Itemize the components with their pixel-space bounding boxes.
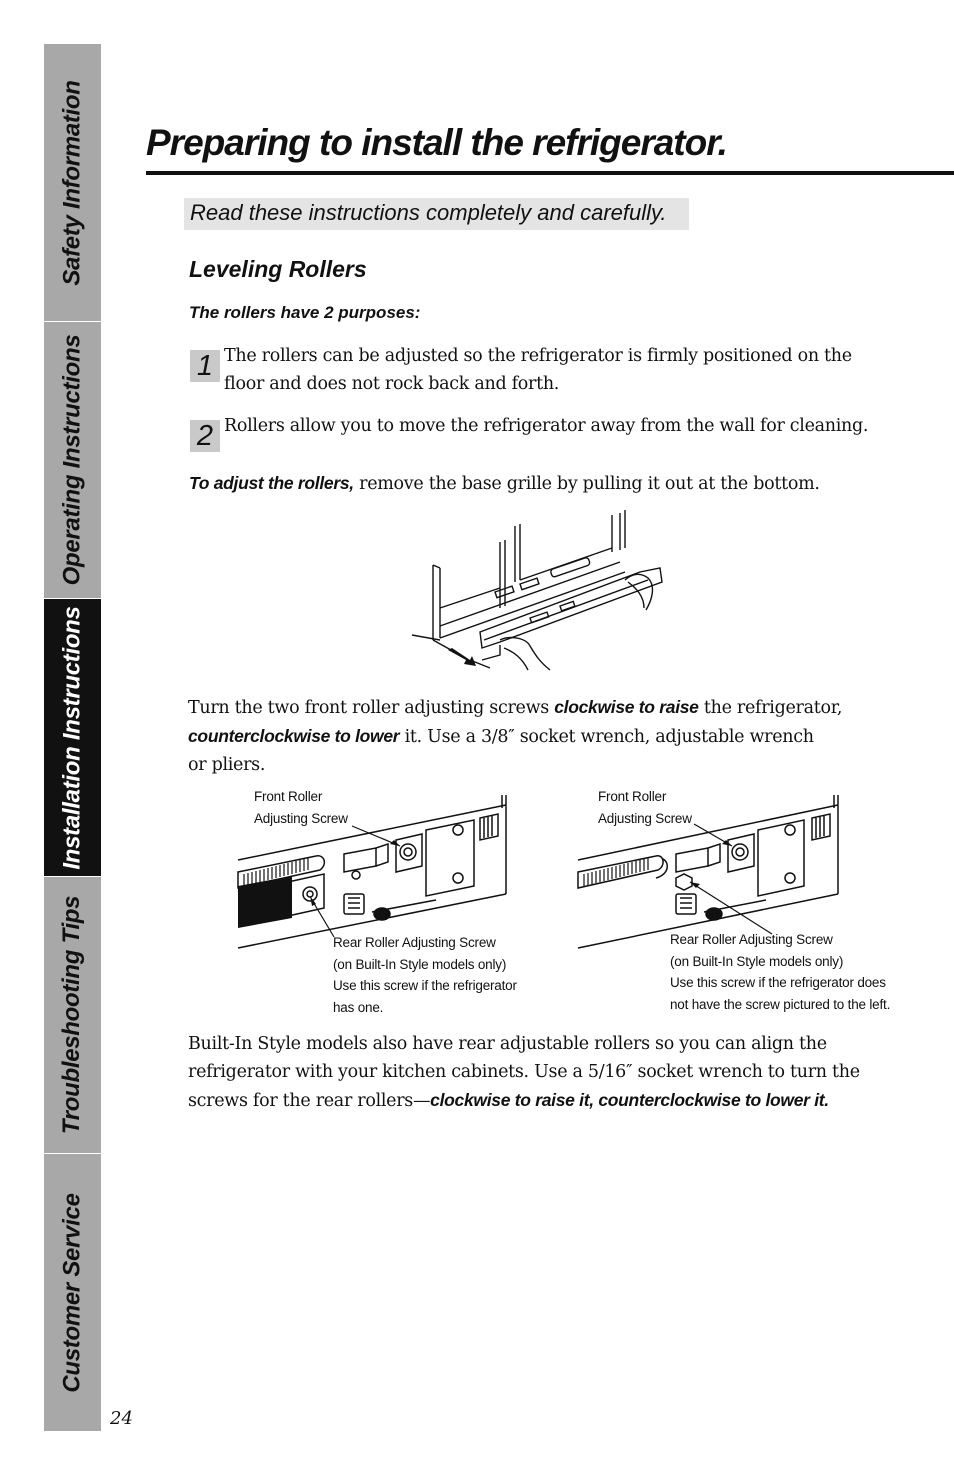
- adjust-lead: To adjust the rollers,: [189, 473, 354, 493]
- left-roller-illustration: [236, 790, 516, 955]
- left-rear-roller-label: [333, 932, 517, 1018]
- pull-arrow-icon: [448, 648, 476, 666]
- right-front-label-line-2: Adjusting Screw: [598, 810, 692, 826]
- turn-screws-text: [188, 693, 842, 779]
- adjust-rollers-text: [189, 469, 820, 498]
- clockwise-raise-emphasis: clockwise to raise: [554, 697, 699, 717]
- section-title: Leveling Rollers: [189, 256, 367, 282]
- step-2-line-1: Rollers allow you to move the refrigerator away from the wall for cleaning.: [224, 416, 869, 436]
- tab-troubleshooting-tips[interactable]: [44, 877, 101, 1154]
- turn-line-1-c: the refrigerator,: [698, 698, 843, 718]
- right-rear-label-line-3: Use this screw if the refrigerator does: [670, 975, 886, 990]
- page-number: 24: [110, 1408, 133, 1429]
- tab-label: Troubleshooting Tips: [58, 895, 86, 1135]
- left-rear-label-line-3: Use this screw if the refrigerator: [333, 978, 517, 993]
- left-front-label-line-2: Adjusting Screw: [254, 810, 348, 826]
- step-number-2: 2: [190, 420, 220, 452]
- built-in-models-text: [188, 1030, 860, 1115]
- banner-text: Read these instructions completely and carefully.: [190, 200, 667, 225]
- adjust-rest: remove the base grille by pulling it out at the bottom.: [353, 474, 820, 494]
- builtin-line-3: [188, 1086, 860, 1115]
- left-rear-label-line-1: Rear Roller Adjusting Screw: [333, 935, 496, 950]
- page-title: Preparing to install the refrigerator.: [146, 122, 727, 163]
- right-rear-label-line-2: (on Built-In Style models only): [670, 953, 844, 969]
- builtin-line-2: refrigerator with your kitchen cabinets. Use a 5/16″ socket wrench to turn the: [188, 1062, 860, 1082]
- step-2-text: [224, 412, 868, 440]
- rear-rollers-direction-emphasis: clockwise to raise it, counterclockwise to lower it.: [430, 1090, 829, 1110]
- instruction-banner: [184, 198, 689, 230]
- tab-label: Safety Information: [58, 79, 86, 286]
- tab-installation-instructions[interactable]: [44, 599, 101, 877]
- left-rear-label-line-4: has one.: [333, 999, 384, 1015]
- purposes-title: The rollers have 2 purposes:: [189, 303, 421, 322]
- tab-customer-service[interactable]: [44, 1154, 101, 1431]
- turn-line-2: [188, 722, 842, 751]
- right-rear-label-line-1: Rear Roller Adjusting Screw: [670, 932, 833, 947]
- turn-line-3: or pliers.: [188, 755, 266, 775]
- tab-label: Customer Service: [58, 1192, 86, 1393]
- right-rear-label-line-4: not have the screw pictured to the left.: [670, 996, 891, 1012]
- right-front-label-line-1: Front Roller: [598, 789, 667, 804]
- tab-safety-information[interactable]: [44, 44, 101, 322]
- tab-label: Installation Instructions: [58, 605, 86, 870]
- turn-line-1: [188, 693, 842, 722]
- left-front-label-line-1: Front Roller: [254, 789, 323, 804]
- left-rear-label-line-2: (on Built-In Style models only): [333, 956, 507, 972]
- builtin-line-3-a: screws for the rear rollers—: [188, 1091, 431, 1111]
- step-1-line-2: floor and does not rock back and forth.: [224, 374, 560, 394]
- tab-label: Operating Instructions: [58, 334, 86, 586]
- tab-operating-instructions[interactable]: [44, 322, 101, 599]
- step-1-text: [224, 342, 852, 398]
- step-1-line-1: The rollers can be adjusted so the refrigerator is firmly positioned on the: [224, 346, 852, 366]
- turn-line-1-a: Turn the two front roller adjusting screws: [188, 698, 555, 718]
- builtin-line-1: Built-In Style models also have rear adjustable rollers so you can align the: [188, 1034, 827, 1054]
- counterclockwise-lower-emphasis: counterclockwise to lower: [188, 726, 400, 746]
- sidebar-tabs: [44, 44, 101, 1431]
- turn-line-2-b: it. Use a 3/8″ socket wrench, adjustable wrench: [399, 727, 814, 747]
- step-number-1: 1: [190, 350, 220, 382]
- title-rule: [146, 171, 954, 175]
- base-grille-removal-illustration: [400, 510, 670, 680]
- right-rear-roller-label: [670, 929, 890, 1015]
